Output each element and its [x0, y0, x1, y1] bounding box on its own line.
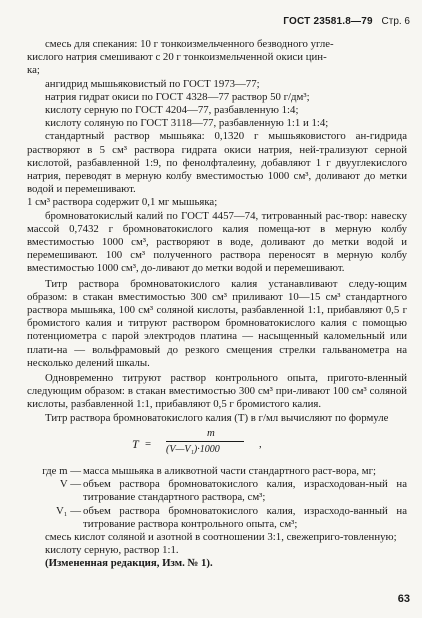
formula	[27, 427, 407, 463]
document-body	[27, 38, 407, 571]
paragraph: бромноватокислый калий по ГОСТ 4457—74, титрованный рас-твор: навеску массой 0,7432 г бромноватокислого калия помеща-ют в мерную колбу вместимостью 1000 см³, растворяют в воде, доливают до метки водой и перемешивают. 100 см³ полученного раствора переносят в мерную колбу вместимостью 1000 см³, до-ливают до метки водой и перемешивают.	[27, 209, 407, 275]
paragraph: стандартный раствор мышьяка: 0,1320 г мышьяковистого ан-гидрида растворяют в 5 см³ раствора гидрата окиси натрия, ней-трализуют серной кислотой, разбавленной 1:9, по фенолфталеину, добавляют 1 г двууглекислого натрия, переводят в мерную колбу вместимостью 1000 см³, доливают до метки водой и перемешивают.	[27, 130, 407, 196]
paragraph: Титр раствора бромноватокислого калия устанавливают следу-ющим образом: в стакан вместимостью 300 см³ приливают 10—15 см³ стандартного раствора мышьяка, 100 см³ соляной кислоты, разбавленной 1:1, прибавляют 0,5 г бромистого калия и титруют раствором бромноватокислого калия с помощью потенциометра с парой электродов платина — насыщенный каломельный или плати-на — вольфрамовый до резкого смещения стрелки гальванометра на несколько делений шкалы.	[27, 277, 407, 369]
text-line: ка;	[27, 64, 40, 77]
page-header	[283, 15, 410, 28]
text-line: смесь для спекания: 10 г тонкоизмельченного безводного угле-	[45, 38, 334, 50]
definition-m	[27, 465, 407, 478]
formula-denominator: (V—V₁)·1000	[166, 443, 220, 455]
definition-v1	[27, 505, 407, 531]
formula-comma: ,	[259, 437, 262, 450]
paragraph: кислоту серную, раствор 1:1.	[45, 544, 179, 557]
text-line: кислоту соляную по ГОСТ 3118—77, разбавленную 1:1 и 1:4;	[45, 117, 329, 130]
formula-equals: =	[145, 437, 152, 450]
page-number: 63	[397, 592, 410, 605]
paragraph: Одновременно титруют раствор контрольного опыта, пригото-вленный следующим образом: в стакан вместимостью 300 см³ при-ливают 100 см³ соляной кислоты, разбавленной 1:1, прибавляют 0,5 г бромистого калия.	[27, 372, 407, 411]
definition-text: объем раствора бромноватокислого калия, израсходо-ванный на титрование раствора контрольного опыта, см³;	[83, 504, 407, 530]
definition-symbol: V₁ —	[55, 504, 81, 517]
page-label: Стр. 6	[381, 16, 410, 27]
definition-v	[27, 478, 407, 504]
definition-text: объем раствора бромноватокислого калия, израсходован-ный на титрование стандартного раствора, см³;	[83, 478, 407, 504]
text-line: кислого натрия смешивают с 20 г тонкоизмельченной окиси цин-	[27, 51, 327, 64]
amendment-note: (Измененная редакция, Изм. № 1).	[45, 557, 213, 570]
definition-symbol: V —	[59, 478, 81, 491]
paragraph: Титр раствора бромноватокислого калия (T) в г/мл вычисляют по формуле	[45, 411, 389, 424]
formula-lhs: T	[132, 436, 139, 451]
text-line: кислоту серную по ГОСТ 4204—77, разбавленную 1:4;	[45, 104, 299, 117]
paragraph: смесь кислот соляной и азотной в соотношении 3:1, свежеприго-товленную;	[45, 530, 397, 543]
definition-text: масса мышьяка в аликвотной части стандартного раст-вора, мг;	[83, 464, 377, 477]
standard-code: ГОСТ 23581.8—79	[283, 16, 373, 27]
paragraph: 1 см³ раствора содержит 0,1 мг мышьяка;	[27, 196, 218, 209]
definition-symbol: где m —	[42, 464, 81, 477]
fraction-bar	[166, 441, 244, 442]
text-line: ангидрид мышьяковистый по ГОСТ 1973—77;	[45, 77, 260, 90]
formula-numerator: m	[207, 426, 215, 439]
text-line: натрия гидрат окиси по ГОСТ 4328—77 раствор 50 г/дм³;	[45, 90, 310, 103]
